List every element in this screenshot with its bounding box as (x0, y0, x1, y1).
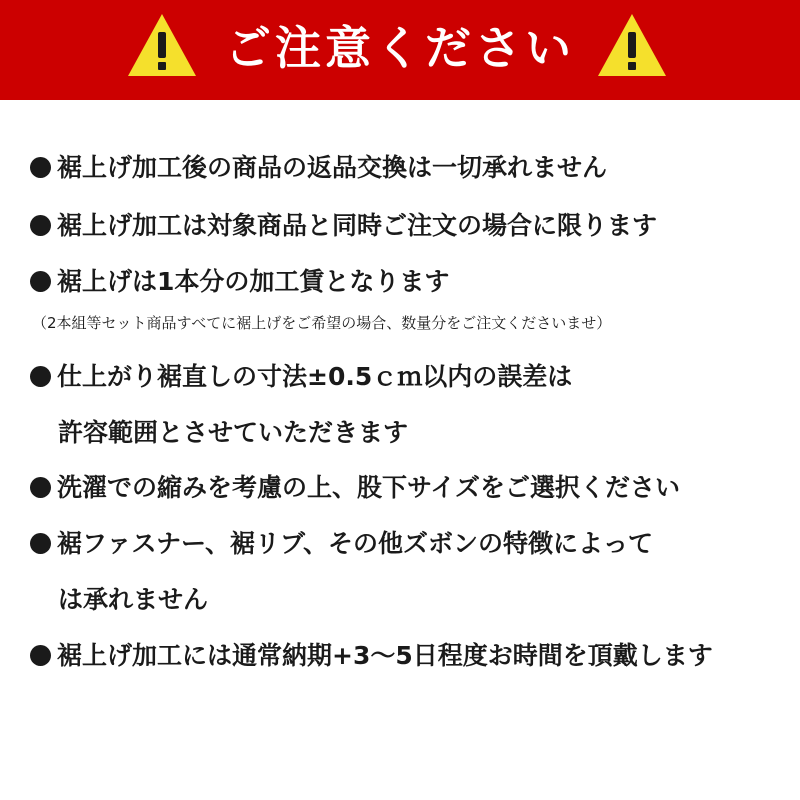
notice-continuation: 許容範囲とさせていただきます (58, 418, 409, 447)
notice-text: 仕上がり裾直しの寸法±0.5ｃｍ以内の誤差は (57, 362, 573, 391)
notice-item (30, 472, 680, 504)
warning-banner (0, 0, 800, 100)
notice-continuation: は承れません (58, 585, 209, 614)
banner-title: ご注意ください (225, 21, 575, 75)
notice-text: 洗濯での縮みを考慮の上、股下サイズをご選択ください (57, 473, 681, 502)
bullet-icon (30, 644, 57, 666)
notice-text: 裾ファスナー、裾リブ、その他ズボンの特徴によって (57, 529, 654, 558)
bullet-icon (30, 214, 57, 236)
bullet-icon (30, 365, 57, 387)
notice-item (30, 640, 713, 672)
notice-text: 裾上げ加工には通常納期+3～5日程度お時間を頂戴します (57, 641, 713, 670)
notice-text: 裾上げは1本分の加工賃となります (57, 267, 450, 296)
bullet-icon (30, 270, 57, 292)
notice-item (30, 152, 607, 184)
bullet-icon (30, 532, 57, 554)
notice-text: 裾上げ加工後の商品の返品交換は一切承れません (57, 153, 608, 182)
notice-item (30, 528, 653, 560)
notice-text: 裾上げ加工は対象商品と同時ご注文の場合に限ります (57, 211, 658, 240)
warning-triangle-icon (596, 12, 668, 78)
notice-footnote: （2本組等セット商品すべてに裾上げをご希望の場合、数量分をご注文くださいませ） (32, 314, 612, 332)
bullet-icon (30, 476, 57, 498)
notice-item (30, 361, 572, 393)
notice-item (30, 210, 657, 242)
notice-item (30, 266, 449, 298)
bullet-icon (30, 156, 57, 178)
